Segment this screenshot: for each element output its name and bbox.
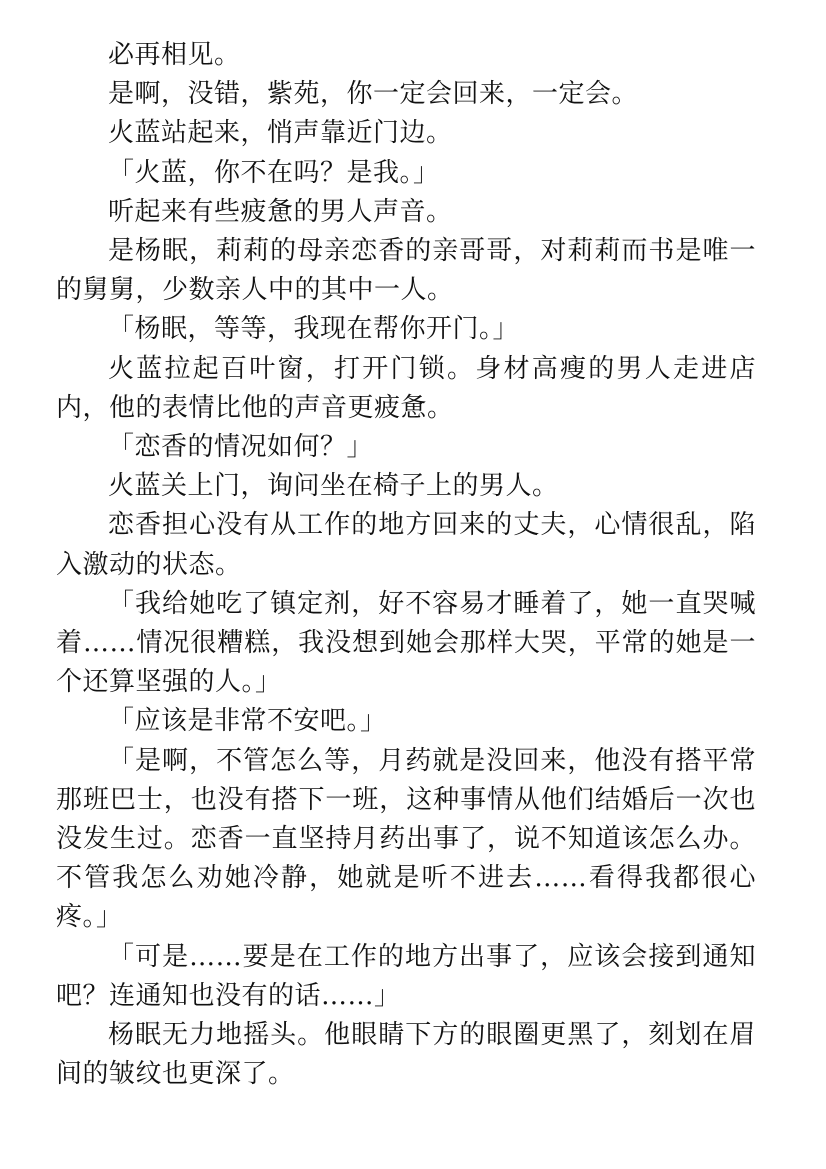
paragraph: 「应该是非常不安吧。」	[108, 706, 387, 737]
paragraph: 「是啊，不管怎么等，月药就是没回来，他没有搭平常那班巴士，也没有搭下一班，这种事情从他们结婚后一次也没发生过。恋香一直坚持月药出事了，说不知道该怎么办。不管我怎么劝她冷静，她就是听不进去……看得我都很心疼。」	[56, 745, 756, 933]
paragraph: 「恋香的情况如何？」	[108, 432, 374, 463]
paragraph: 火蓝站起来，悄声靠近门边。	[108, 118, 453, 149]
paragraph: 听起来有些疲惫的男人声音。	[108, 196, 453, 227]
paragraph: 杨眠无力地摇头。他眼睛下方的眼圈更黑了，刻划在眉间的皱纹也更深了。	[56, 1020, 756, 1090]
paragraph: 火蓝关上门，询问坐在椅子上的男人。	[108, 471, 559, 502]
paragraph: 必再相见。	[108, 40, 241, 70]
paragraph: 是杨眠，莉莉的母亲恋香的亲哥哥，对莉莉而书是唯一的舅舅，少数亲人中的其中一人。	[56, 236, 756, 306]
paragraph: 「可是……要是在工作的地方出事了，应该会接到通知吧？连通知也没有的话……」	[56, 941, 756, 1011]
paragraph: 火蓝拉起百叶窗，打开门锁。身材高瘦的男人走进店内，他的表情比他的声音更疲惫。	[56, 353, 756, 423]
paragraph: 恋香担心没有从工作的地方回来的丈夫，心情很乱，陷入激动的状态。	[56, 510, 756, 580]
paragraph: 「杨眠，等等，我现在帮你开门。」	[108, 314, 520, 345]
page-body	[56, 36, 756, 1094]
paragraph: 「我给她吃了镇定剂，好不容易才睡着了，她一直哭喊着……情况很糟糕，我没想到她会那样大哭，平常的她是一个还算坚强的人。」	[56, 588, 756, 698]
paragraph: 是啊，没错，紫苑，你一定会回来，一定会。	[108, 79, 639, 110]
paragraph: 「火蓝，你不在吗？是我。」	[108, 157, 440, 188]
